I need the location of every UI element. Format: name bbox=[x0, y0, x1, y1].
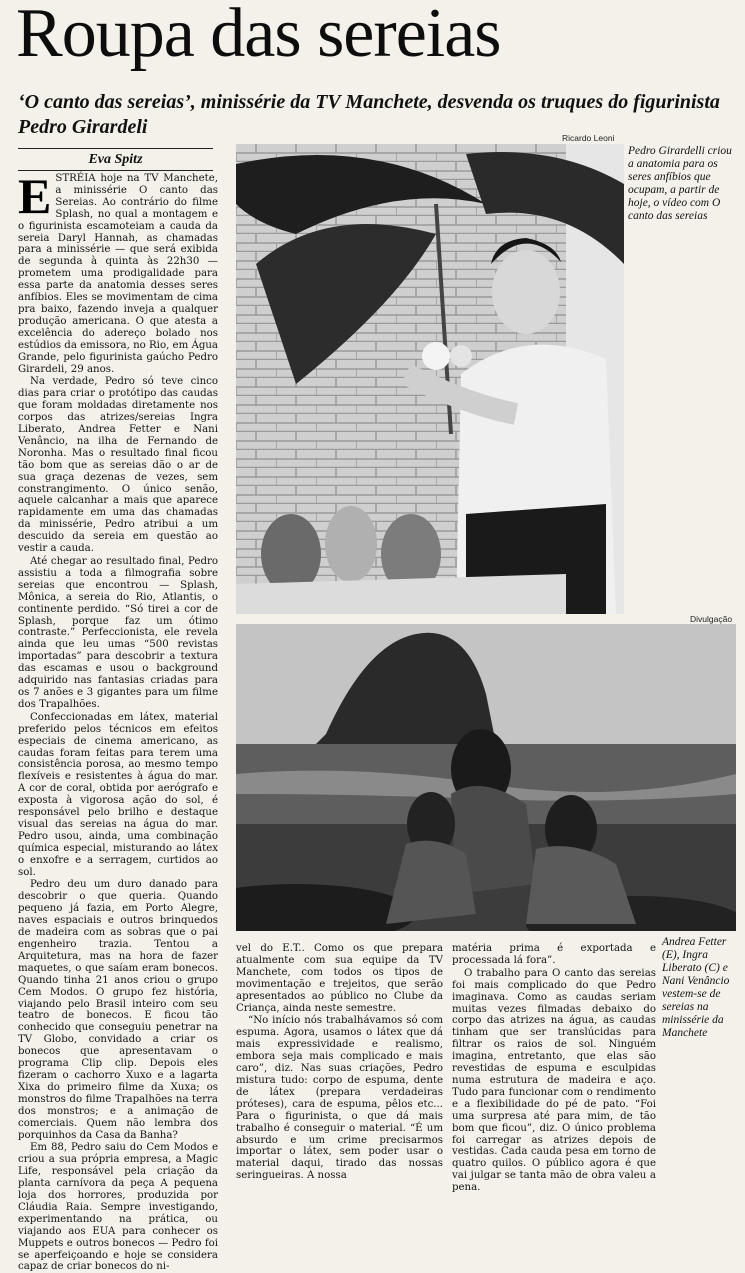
article-column-3 bbox=[452, 943, 656, 1194]
article-paragraph: O trabalho para O canto das sereias foi mais complicado do que Pedro imaginava. Como as caudas seriam muitas vezes filmadas debaixo do corpo das atrizes na água, as caudas tinham que ser translúcidas para filtrar os raios de sol. Ninguém imagina, entretanto, que elas são revestidas de espuma e esculpidas numa estrutura de madeira e aço. Tudo para funcionar com o rendimento e a flexibilidade do pé de pato. “Foi uma surpresa até para mim, de tão bom que ficou”, diz. O único problema foi carregar as atrizes depois de vestidas. Cada cauda pesa em torno de quatro quilos. O público agora é que vai julgar se tanta mão de obra valeu a pena. bbox=[452, 967, 656, 1194]
article-paragraph: Na verdade, Pedro só teve cinco dias para criar o protótipo das caudas que foram moldadas diretamente nos corpos das atrizes/sereias Ingra Liberato, Andrea Fetter e Nani Venâncio, na ilha de Fernando de Noronha. Mas o resultado final ficou tão bom que as sereias dão o ar de sua graça dezenas de vezes, sem constrangimento. O único senão, aquele calcanhar a mais que aparece rapidamente em uma das chamadas da minissérie, Pedro atribui a um descuido da sereia em questão ao vestir a cauda. bbox=[18, 376, 218, 555]
article-paragraph: Pedro deu um duro danado para descobrir o que queria. Quando pequeno já fazia, em Porto Alegre, naves espaciais e outros brinquedos de madeira com as sobras que o pai engenheiro trazia. Tentou a Arquitetura, mas na hora de fazer maquetes, o que saíam eram bonecos. Quando tinha 21 anos criou o grupo Cem Modos. O grupo fez história, viajando pelo Brasil inteiro com seu teatro de bonecos. E ficou tão conhecido que conseguiu penetrar na TV Globo, convidado a criar os bonecos que apresentavam o programa Clip clip. Depois eles fizeram o cachorro Xuxo e a lagarta Xixa do primeiro filme da Xuxa; os monstros do filme Trapalhões na terra dos monstros; e a animação de comerciais. Quem não lembra dos porquinhos da Casa da Banha? bbox=[18, 879, 218, 1141]
article-paragraph: Em 88, Pedro saiu do Cem Modos e criou a sua própria empresa, a Magic Life, responsável pela criação da planta carnívora da peça A pequena loja dos horrores, produzida por Cláudia Raia. Sempre investigando, experimentando na prática, ou viajando aos EUA para conhecer os Muppets e outros bonecos — Pedro foi se aperfeiçoando e hoje se considera capaz de criar bonecos do ni- bbox=[18, 1142, 218, 1273]
article-column-2 bbox=[236, 943, 443, 1183]
article-paragraph: ESTRÉIA hoje na TV Manchete, a minissérie O canto das Sereias. Ao contrário do filme Splash, no qual a montagem e o figurinista escamoteiam a cauda da sereia Daryl Hannah, as chamadas para a minissérie — que será exibida de segunda à quinta às 22h30 — prometem uma prodigalidade para essa parte da anatomia desses seres anfíbios. Eles se movimentam de cima pra baixo, fazendo inveja a qualquer produção americana. O que atesta a excelência do adereço bolado nos estúdios da emissora, no Rio, em Água Grande, pelo figurinista gaúcho Pedro Girardeli, 29 anos. bbox=[18, 168, 218, 375]
photo-credit: Ricardo Leoni bbox=[562, 133, 615, 143]
photo-image bbox=[236, 144, 624, 614]
drop-cap: E bbox=[18, 168, 52, 224]
byline: Eva Spitz bbox=[88, 152, 143, 167]
photo1-caption: Pedro Girardelli criou a anatomia para os seres anfíbios que ocupam, a partir de hoje, o vídeo com O canto das sereias bbox=[628, 145, 732, 222]
article-column-1 bbox=[18, 168, 218, 1273]
photo-credit: Divulgação bbox=[690, 614, 733, 624]
photo-pedro-girardeli bbox=[236, 144, 624, 614]
article-paragraph: vel do E.T.. Como os que prepara atualmente com sua equipe da TV Manchete, com todos os tipos de movimentação e trejeitos, que serão apresentados ao público no Clube da Criança, ainda neste semestre. bbox=[236, 943, 443, 1014]
photo2-caption: Andrea Fetter (E), Ingra Liberato (C) e Nani Venâncio vestem-se de sereias na minissérie da Manchete bbox=[662, 936, 730, 1039]
photo-image bbox=[236, 624, 736, 931]
photo-sereias bbox=[236, 624, 736, 931]
article-paragraph: Confeccionadas em látex, material preferido pelos técnicos em efeitos especiais de cinema americano, as caudas foram feitas para terem uma consistência porosa, ao mesmo tempo flexíveis e resistentes à água do mar. A cor de coral, obtida por aerógrafo e exposta à vigorosa ação do sol, é responsável pelo brilho e destaque visual das sereias na água do mar. Pedro usou, ainda, uma combinação química especial, misturando ao látex o enxofre e a serragem, curtidos ao sol. bbox=[18, 711, 218, 878]
article-paragraph: matéria prima é exportada e processada lá fora”. bbox=[452, 943, 656, 966]
article-paragraph: Até chegar ao resultado final, Pedro assistiu a toda a filmografia sobre sereias que encontrou — Splash, Mônica, a sereia do Rio, Atlantis, o continente perdido. “Só tirei a cor de Splash, porque faz um ótimo contraste.” Perfeccionista, ele revela ainda que leu umas “500 revistas importadas” para descobrir a textura das escamas e usou o background adquirido nas fantasias criadas para os 7 anões e 3 gigantes para um filme dos Trapalhões. bbox=[18, 556, 218, 710]
byline-rule-top bbox=[18, 148, 213, 149]
headline: Roupa das sereias bbox=[16, 0, 501, 72]
deck: ‘O canto das sereias’, minissérie da TV Manchete, desvenda os truques do figurinista Pedro Girardeli bbox=[18, 91, 720, 138]
article-paragraph: “No início nós trabalhávamos só com espuma. Agora, usamos o látex que dá mais expressividade e realismo, embora seja mais complicado e mais caro”, diz. Nas suas criações, Pedro mistura tudo: corpo de espuma, dente de látex (prepara verdadeiras próteses), cara de espuma, pêlos etc... Para o figurinista, o que dá mais trabalho é conseguir o material. “É um absurdo e um crime precisarmos importar o látex, sem poder usar o material daqui, tirado das nossas seringueiras. A nossa bbox=[236, 1015, 443, 1182]
